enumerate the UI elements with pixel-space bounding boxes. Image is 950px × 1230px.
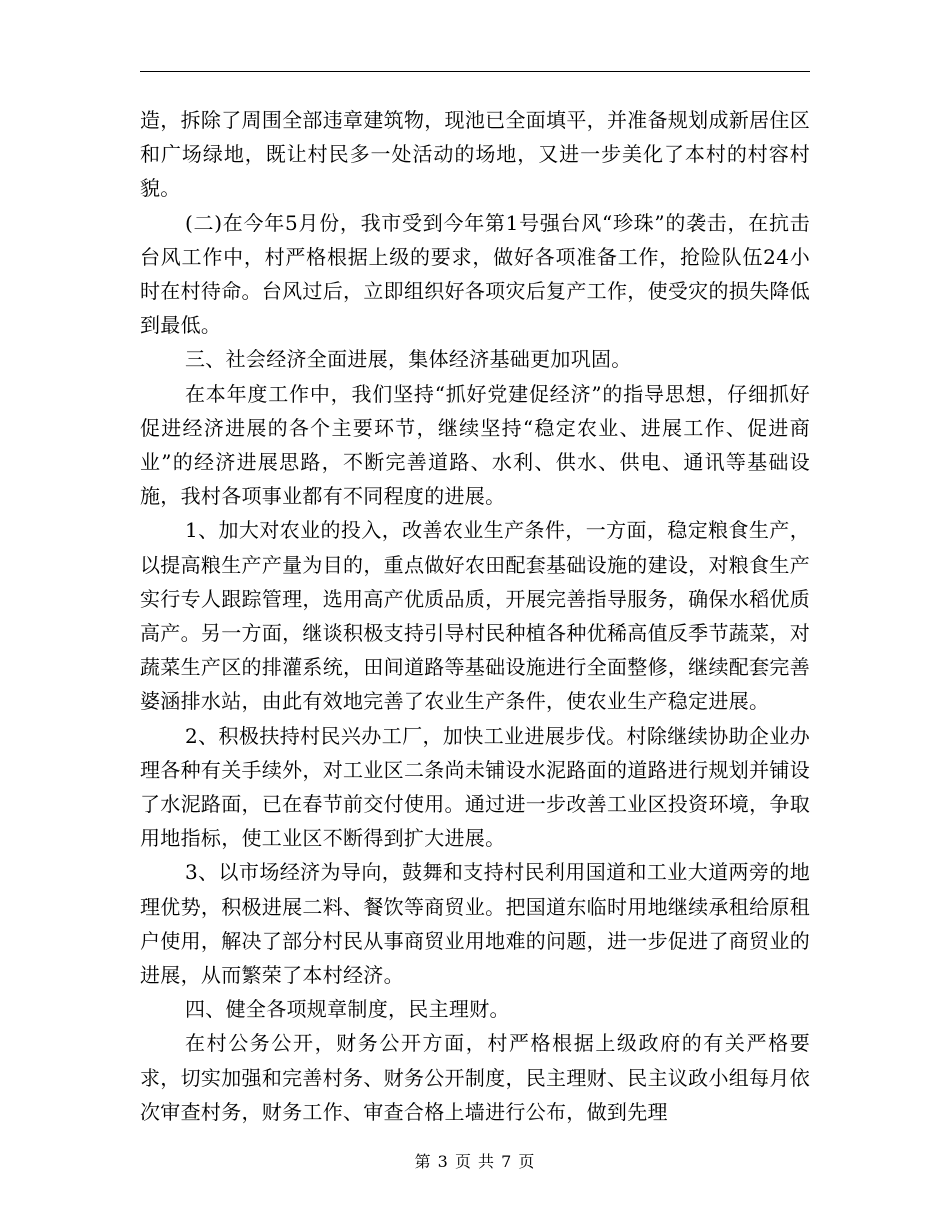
document-body [140,103,810,1129]
section-heading-3: 三、社会经济全面进展，集体经济基础更加巩固。 [185,347,632,372]
paragraph-9: 在村公务公开，财务公开方面，村严格根据上级政府的有关严格要求，切实加强和完善村务、财务公开制度，民主理财、民主议政小组每月依次审查村务，财务工作、审查合格上墙进行公布，做到先理 [140,1031,810,1124]
paragraph-7: 3、以市场经济为导向，鼓舞和支持村民利用国道和工业大道两旁的地理优势，积极进展二料、餐饮等商贸业。把国道东临时用地继续承租给原租户使用，解决了部分村民从事商贸业用地难的问题，进一步促进了商贸业的进展，从而繁荣了本村经济。 [140,860,810,988]
paragraph-4: 在本年度工作中，我们坚持“抓好党建促经济”的指导思想，仔细抓好促进经济进展的各个主要环节，继续坚持“稳定农业、进展工作、促进商业”的经济进展思路，不断完善道路、水利、供水、供电、通讯等基础设施，我村各项事业都有不同程度的进展。 [140,381,810,509]
paragraph-6: 2、积极扶持村民兴办工厂，加快工业进展步伐。村除继续协助企业办理各种有关手续外，对工业区二条尚未铺设水泥路面的道路进行规划并铺设了水泥路面，已在春节前交付使用。通过进一步改善工业区投资环境，争取用地指标，使工业区不断得到扩大进展。 [140,723,810,851]
page-number-footer: 第 3 页 共 7 页 [414,1152,536,1171]
section-heading-8: 四、健全各项规章制度，民主理财。 [185,997,510,1022]
paragraph-5: 1、加大对农业的投入，改善农业生产条件，一方面，稳定粮食生产，以提高粮生产产量为目的，重点做好农田配套基础设施的建设，对粮食生产实行专人跟踪管理，选用高产优质品质，开展完善指导服务，确保水稻优质高产。另一方面，继谈积极支持引导村民种植各种优稀高值反季节蔬菜，对蔬菜生产区的排灌系统，田间道路等基础设施进行全面整修，继续配套完善婆涵排水站，由此有效地完善了农业生产条件，使农业生产稳定进展。 [140,518,810,714]
paragraph-2: (二)在今年5月份，我市受到今年第1号强台风“珍珠”的袭击，在抗击台风工作中，村严格根据上级的要求，做好各项准备工作，抢险队伍24小时在村待命。台风过后，立即组织好各项灾后复产工作，使受灾的损失降低到最低。 [140,210,810,338]
header-rule [140,71,810,72]
paragraph-1: 造，拆除了周围全部违章建筑物，现池已全面填平，并准备规划成新居住区和广场绿地，既让村民多一处活动的场地，又进一步美化了本村的村容村貌。 [140,108,810,201]
